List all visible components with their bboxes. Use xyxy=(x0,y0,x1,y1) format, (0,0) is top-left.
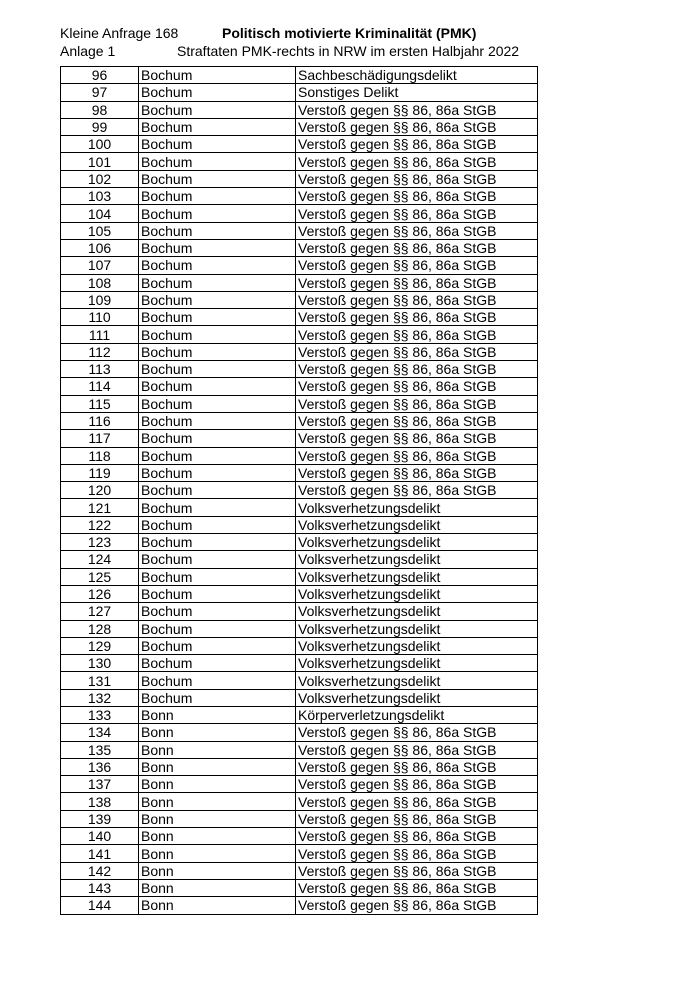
offense-cell: Verstoß gegen §§ 86, 86a StGB xyxy=(296,136,538,153)
row-number-cell: 101 xyxy=(61,153,139,170)
city-cell: Bochum xyxy=(139,655,296,672)
city-cell: Bonn xyxy=(139,862,296,879)
offense-cell: Verstoß gegen §§ 86, 86a StGB xyxy=(296,101,538,118)
row-number-cell: 129 xyxy=(61,637,139,654)
row-number-cell: 127 xyxy=(61,603,139,620)
offense-cell: Verstoß gegen §§ 86, 86a StGB xyxy=(296,482,538,499)
table-row xyxy=(61,326,538,343)
offense-cell: Verstoß gegen §§ 86, 86a StGB xyxy=(296,343,538,360)
city-cell: Bochum xyxy=(139,239,296,256)
row-number-cell: 112 xyxy=(61,343,139,360)
table-row xyxy=(61,845,538,862)
row-number-cell: 98 xyxy=(61,101,139,118)
row-number-cell: 132 xyxy=(61,689,139,706)
row-number-cell: 138 xyxy=(61,793,139,810)
offense-cell: Verstoß gegen §§ 86, 86a StGB xyxy=(296,188,538,205)
table-row xyxy=(61,568,538,585)
offense-cell: Verstoß gegen §§ 86, 86a StGB xyxy=(296,879,538,896)
offense-cell: Verstoß gegen §§ 86, 86a StGB xyxy=(296,828,538,845)
page-subtitle: Straftaten PMK-rechts in NRW im ersten Halbjahr 2022 xyxy=(177,43,520,59)
offense-cell: Verstoß gegen §§ 86, 86a StGB xyxy=(296,430,538,447)
attachment-label: Anlage 1 xyxy=(60,43,116,59)
offense-cell: Volksverhetzungsdelikt xyxy=(296,585,538,602)
city-cell: Bochum xyxy=(139,205,296,222)
city-cell: Bonn xyxy=(139,793,296,810)
offense-table-body xyxy=(61,67,538,915)
city-cell: Bochum xyxy=(139,118,296,135)
offense-cell: Verstoß gegen §§ 86, 86a StGB xyxy=(296,776,538,793)
city-cell: Bochum xyxy=(139,378,296,395)
offense-cell: Verstoß gegen §§ 86, 86a StGB xyxy=(296,378,538,395)
table-row xyxy=(61,153,538,170)
offense-cell: Verstoß gegen §§ 86, 86a StGB xyxy=(296,170,538,187)
city-cell: Bonn xyxy=(139,897,296,914)
offense-cell: Volksverhetzungsdelikt xyxy=(296,499,538,516)
offense-cell: Volksverhetzungsdelikt xyxy=(296,551,538,568)
table-row xyxy=(61,724,538,741)
row-number-cell: 97 xyxy=(61,84,139,101)
row-number-cell: 126 xyxy=(61,585,139,602)
offense-cell: Verstoß gegen §§ 86, 86a StGB xyxy=(296,395,538,412)
row-number-cell: 106 xyxy=(61,239,139,256)
row-number-cell: 137 xyxy=(61,776,139,793)
city-cell: Bochum xyxy=(139,447,296,464)
offense-cell: Sachbeschädigungsdelikt xyxy=(296,67,538,84)
offense-cell: Verstoß gegen §§ 86, 86a StGB xyxy=(296,810,538,827)
city-cell: Bochum xyxy=(139,585,296,602)
table-row xyxy=(61,361,538,378)
row-number-cell: 117 xyxy=(61,430,139,447)
city-cell: Bochum xyxy=(139,153,296,170)
city-cell: Bochum xyxy=(139,482,296,499)
row-number-cell: 143 xyxy=(61,879,139,896)
row-number-cell: 140 xyxy=(61,828,139,845)
table-row xyxy=(61,222,538,239)
offense-cell: Verstoß gegen §§ 86, 86a StGB xyxy=(296,118,538,135)
city-cell: Bonn xyxy=(139,810,296,827)
table-row xyxy=(61,430,538,447)
table-row xyxy=(61,655,538,672)
table-row xyxy=(61,793,538,810)
city-cell: Bochum xyxy=(139,222,296,239)
offense-cell: Verstoß gegen §§ 86, 86a StGB xyxy=(296,239,538,256)
row-number-cell: 116 xyxy=(61,412,139,429)
city-cell: Bochum xyxy=(139,551,296,568)
city-cell: Bochum xyxy=(139,136,296,153)
row-number-cell: 99 xyxy=(61,118,139,135)
city-cell: Bochum xyxy=(139,343,296,360)
offense-cell: Verstoß gegen §§ 86, 86a StGB xyxy=(296,447,538,464)
table-row xyxy=(61,879,538,896)
table-row xyxy=(61,136,538,153)
table-row xyxy=(61,274,538,291)
row-number-cell: 103 xyxy=(61,188,139,205)
row-number-cell: 133 xyxy=(61,706,139,723)
city-cell: Bochum xyxy=(139,637,296,654)
table-row xyxy=(61,810,538,827)
table-row xyxy=(61,412,538,429)
city-cell: Bochum xyxy=(139,101,296,118)
row-number-cell: 119 xyxy=(61,464,139,481)
table-row xyxy=(61,482,538,499)
table-row xyxy=(61,585,538,602)
city-cell: Bonn xyxy=(139,879,296,896)
offense-cell: Verstoß gegen §§ 86, 86a StGB xyxy=(296,897,538,914)
city-cell: Bochum xyxy=(139,326,296,343)
offense-cell: Verstoß gegen §§ 86, 86a StGB xyxy=(296,205,538,222)
table-row xyxy=(61,118,538,135)
offense-cell: Verstoß gegen §§ 86, 86a StGB xyxy=(296,153,538,170)
city-cell: Bochum xyxy=(139,67,296,84)
city-cell: Bochum xyxy=(139,170,296,187)
city-cell: Bonn xyxy=(139,706,296,723)
table-row xyxy=(61,637,538,654)
table-row xyxy=(61,67,538,84)
row-number-cell: 139 xyxy=(61,810,139,827)
table-row xyxy=(61,291,538,308)
table-row xyxy=(61,343,538,360)
table-row xyxy=(61,464,538,481)
row-number-cell: 105 xyxy=(61,222,139,239)
offense-cell: Verstoß gegen §§ 86, 86a StGB xyxy=(296,724,538,741)
table-row xyxy=(61,447,538,464)
city-cell: Bochum xyxy=(139,516,296,533)
document-reference: Kleine Anfrage 168 xyxy=(60,25,179,41)
offense-cell: Volksverhetzungsdelikt xyxy=(296,568,538,585)
city-cell: Bochum xyxy=(139,568,296,585)
offense-cell: Volksverhetzungsdelikt xyxy=(296,603,538,620)
city-cell: Bonn xyxy=(139,758,296,775)
table-row xyxy=(61,776,538,793)
offense-table xyxy=(60,66,538,915)
table-row xyxy=(61,516,538,533)
table-row xyxy=(61,689,538,706)
table-row xyxy=(61,603,538,620)
row-number-cell: 144 xyxy=(61,897,139,914)
offense-cell: Verstoß gegen §§ 86, 86a StGB xyxy=(296,862,538,879)
city-cell: Bonn xyxy=(139,741,296,758)
table-row xyxy=(61,862,538,879)
city-cell: Bonn xyxy=(139,845,296,862)
table-row xyxy=(61,170,538,187)
city-cell: Bochum xyxy=(139,309,296,326)
city-cell: Bochum xyxy=(139,603,296,620)
offense-cell: Verstoß gegen §§ 86, 86a StGB xyxy=(296,326,538,343)
row-number-cell: 128 xyxy=(61,620,139,637)
offense-cell: Verstoß gegen §§ 86, 86a StGB xyxy=(296,741,538,758)
row-number-cell: 100 xyxy=(61,136,139,153)
city-cell: Bochum xyxy=(139,257,296,274)
table-row xyxy=(61,828,538,845)
table-row xyxy=(61,101,538,118)
row-number-cell: 131 xyxy=(61,672,139,689)
table-row xyxy=(61,897,538,914)
row-number-cell: 124 xyxy=(61,551,139,568)
row-number-cell: 123 xyxy=(61,534,139,551)
table-row xyxy=(61,239,538,256)
row-number-cell: 111 xyxy=(61,326,139,343)
city-cell: Bochum xyxy=(139,689,296,706)
offense-cell: Volksverhetzungsdelikt xyxy=(296,689,538,706)
city-cell: Bochum xyxy=(139,499,296,516)
table-row xyxy=(61,534,538,551)
row-number-cell: 125 xyxy=(61,568,139,585)
row-number-cell: 108 xyxy=(61,274,139,291)
city-cell: Bonn xyxy=(139,724,296,741)
city-cell: Bochum xyxy=(139,464,296,481)
table-row xyxy=(61,741,538,758)
table-row xyxy=(61,395,538,412)
offense-cell: Volksverhetzungsdelikt xyxy=(296,516,538,533)
offense-cell: Verstoß gegen §§ 86, 86a StGB xyxy=(296,361,538,378)
offense-cell: Volksverhetzungsdelikt xyxy=(296,655,538,672)
offense-cell: Verstoß gegen §§ 86, 86a StGB xyxy=(296,845,538,862)
offense-cell: Verstoß gegen §§ 86, 86a StGB xyxy=(296,412,538,429)
row-number-cell: 118 xyxy=(61,447,139,464)
row-number-cell: 122 xyxy=(61,516,139,533)
offense-cell: Verstoß gegen §§ 86, 86a StGB xyxy=(296,274,538,291)
row-number-cell: 120 xyxy=(61,482,139,499)
offense-cell: Körperverletzungsdelikt xyxy=(296,706,538,723)
offense-cell: Volksverhetzungsdelikt xyxy=(296,672,538,689)
offense-cell: Volksverhetzungsdelikt xyxy=(296,534,538,551)
row-number-cell: 107 xyxy=(61,257,139,274)
page-title: Politisch motivierte Kriminalität (PMK) xyxy=(222,25,477,41)
row-number-cell: 135 xyxy=(61,741,139,758)
city-cell: Bonn xyxy=(139,828,296,845)
offense-cell: Sonstiges Delikt xyxy=(296,84,538,101)
offense-cell: Volksverhetzungsdelikt xyxy=(296,637,538,654)
table-row xyxy=(61,499,538,516)
table-row xyxy=(61,188,538,205)
row-number-cell: 121 xyxy=(61,499,139,516)
row-number-cell: 113 xyxy=(61,361,139,378)
row-number-cell: 102 xyxy=(61,170,139,187)
table-row xyxy=(61,378,538,395)
city-cell: Bochum xyxy=(139,188,296,205)
row-number-cell: 104 xyxy=(61,205,139,222)
row-number-cell: 136 xyxy=(61,758,139,775)
city-cell: Bochum xyxy=(139,274,296,291)
city-cell: Bochum xyxy=(139,620,296,637)
row-number-cell: 142 xyxy=(61,862,139,879)
row-number-cell: 110 xyxy=(61,309,139,326)
city-cell: Bochum xyxy=(139,672,296,689)
row-number-cell: 96 xyxy=(61,67,139,84)
row-number-cell: 130 xyxy=(61,655,139,672)
table-row xyxy=(61,84,538,101)
offense-cell: Verstoß gegen §§ 86, 86a StGB xyxy=(296,309,538,326)
offense-cell: Verstoß gegen §§ 86, 86a StGB xyxy=(296,793,538,810)
offense-cell: Verstoß gegen §§ 86, 86a StGB xyxy=(296,291,538,308)
city-cell: Bochum xyxy=(139,291,296,308)
table-row xyxy=(61,706,538,723)
offense-cell: Verstoß gegen §§ 86, 86a StGB xyxy=(296,758,538,775)
city-cell: Bonn xyxy=(139,776,296,793)
city-cell: Bochum xyxy=(139,534,296,551)
table-row xyxy=(61,257,538,274)
city-cell: Bochum xyxy=(139,84,296,101)
table-row xyxy=(61,205,538,222)
offense-cell: Verstoß gegen §§ 86, 86a StGB xyxy=(296,257,538,274)
table-row xyxy=(61,309,538,326)
city-cell: Bochum xyxy=(139,395,296,412)
table-row xyxy=(61,620,538,637)
city-cell: Bochum xyxy=(139,430,296,447)
city-cell: Bochum xyxy=(139,412,296,429)
row-number-cell: 114 xyxy=(61,378,139,395)
row-number-cell: 109 xyxy=(61,291,139,308)
table-row xyxy=(61,672,538,689)
offense-cell: Verstoß gegen §§ 86, 86a StGB xyxy=(296,464,538,481)
city-cell: Bochum xyxy=(139,361,296,378)
row-number-cell: 115 xyxy=(61,395,139,412)
offense-cell: Verstoß gegen §§ 86, 86a StGB xyxy=(296,222,538,239)
offense-cell: Volksverhetzungsdelikt xyxy=(296,620,538,637)
table-row xyxy=(61,758,538,775)
row-number-cell: 134 xyxy=(61,724,139,741)
table-row xyxy=(61,551,538,568)
row-number-cell: 141 xyxy=(61,845,139,862)
